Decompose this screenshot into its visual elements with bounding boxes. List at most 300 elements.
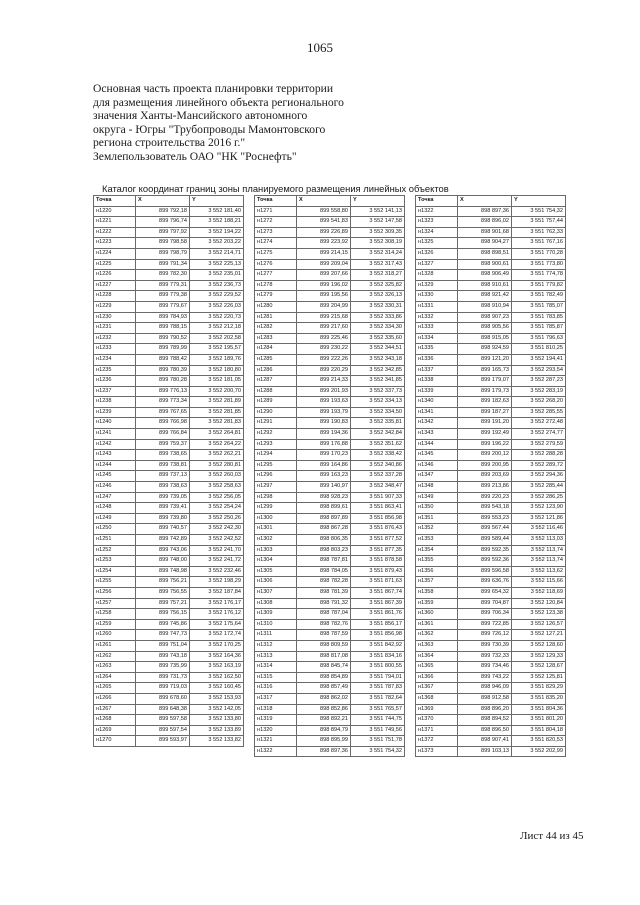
x-coordinate: 899 748,00 <box>136 556 190 567</box>
table-row <box>94 217 244 228</box>
table-row <box>255 587 405 598</box>
table-row <box>416 439 566 450</box>
table-row <box>416 280 566 291</box>
y-coordinate: 3 552 113,62 <box>512 566 566 577</box>
x-coordinate: 899 740,57 <box>136 524 190 535</box>
x-coordinate: 899 636,76 <box>458 577 512 588</box>
y-coordinate: 3 552 250,26 <box>190 513 244 524</box>
y-coordinate: 3 551 782,64 <box>351 693 405 704</box>
x-coordinate: 899 165,73 <box>458 365 512 376</box>
point-id: н1324 <box>416 227 458 238</box>
column-header-x: X <box>297 196 351 207</box>
catalog-caption: Каталог координат границ зоны планируемого размещения линейных объектов <box>102 183 449 194</box>
x-coordinate: 899 789,99 <box>136 344 190 355</box>
x-coordinate: 898 899,61 <box>297 503 351 514</box>
table-row <box>255 365 405 376</box>
point-id: н1348 <box>416 482 458 493</box>
y-coordinate: 3 552 176,12 <box>190 609 244 620</box>
x-coordinate: 899 743,06 <box>136 545 190 556</box>
point-id: н1306 <box>255 577 297 588</box>
y-coordinate: 3 551 762,33 <box>512 227 566 238</box>
point-id: н1328 <box>416 270 458 281</box>
y-coordinate: 3 551 877,52 <box>351 535 405 546</box>
table-row <box>255 535 405 546</box>
point-id: н1287 <box>255 376 297 387</box>
y-coordinate: 3 552 116,46 <box>512 524 566 535</box>
x-coordinate: 899 739,41 <box>136 503 190 514</box>
point-id: н1252 <box>94 545 136 556</box>
column-header-point: Точка <box>94 196 136 207</box>
y-coordinate: 3 551 804,36 <box>512 704 566 715</box>
table-row <box>416 503 566 514</box>
x-coordinate: 899 779,31 <box>136 280 190 291</box>
y-coordinate: 3 552 337,73 <box>351 386 405 397</box>
point-id: н1273 <box>255 227 297 238</box>
x-coordinate: 899 179,07 <box>458 376 512 387</box>
x-coordinate: 899 170,23 <box>297 450 351 461</box>
x-coordinate: 899 798,58 <box>136 238 190 249</box>
point-id: н1335 <box>416 344 458 355</box>
point-id: н1297 <box>255 482 297 493</box>
point-id: н1257 <box>94 598 136 609</box>
x-coordinate: 899 779,67 <box>136 301 190 312</box>
x-coordinate: 899 743,18 <box>136 651 190 662</box>
table-row <box>416 492 566 503</box>
y-coordinate: 3 552 342,84 <box>351 429 405 440</box>
y-coordinate: 3 552 338,42 <box>351 450 405 461</box>
table-row <box>255 227 405 238</box>
y-coordinate: 3 552 194,41 <box>512 354 566 365</box>
y-coordinate: 3 552 133,82 <box>190 736 244 747</box>
column-header-y: Y <box>512 196 566 207</box>
x-coordinate: 898 896,50 <box>458 725 512 736</box>
table-row <box>255 715 405 726</box>
x-coordinate: 899 593,97 <box>136 736 190 747</box>
y-coordinate: 3 552 264,22 <box>190 439 244 450</box>
table-row <box>94 354 244 365</box>
x-coordinate: 899 187,27 <box>458 407 512 418</box>
y-coordinate: 3 552 121,86 <box>512 513 566 524</box>
y-coordinate: 3 552 308,19 <box>351 238 405 249</box>
y-coordinate: 3 552 256,05 <box>190 492 244 503</box>
x-coordinate: 899 731,73 <box>136 672 190 683</box>
y-coordinate: 3 552 260,03 <box>190 471 244 482</box>
y-coordinate: 3 552 181,40 <box>190 206 244 217</box>
table-row <box>94 376 244 387</box>
y-coordinate: 3 552 187,84 <box>190 587 244 598</box>
point-id: н1337 <box>416 365 458 376</box>
x-coordinate: 898 907,41 <box>458 736 512 747</box>
x-coordinate: 899 140,97 <box>297 482 351 493</box>
y-coordinate: 3 552 281,89 <box>190 397 244 408</box>
y-coordinate: 3 552 254,24 <box>190 503 244 514</box>
table-row <box>94 587 244 598</box>
point-id: н1367 <box>416 683 458 694</box>
x-coordinate: 899 751,04 <box>136 640 190 651</box>
x-coordinate: 899 204,99 <box>297 301 351 312</box>
y-coordinate: 3 552 118,69 <box>512 587 566 598</box>
x-coordinate: 898 924,59 <box>458 344 512 355</box>
y-coordinate: 3 551 867,74 <box>351 587 405 598</box>
y-coordinate: 3 552 262,21 <box>190 450 244 461</box>
y-coordinate: 3 552 334,50 <box>351 407 405 418</box>
point-id: н1310 <box>255 619 297 630</box>
y-coordinate: 3 552 125,81 <box>512 672 566 683</box>
x-coordinate: 898 894,79 <box>297 725 351 736</box>
point-id: н1293 <box>255 439 297 450</box>
point-id: н1244 <box>94 460 136 471</box>
table-row <box>94 725 244 736</box>
y-coordinate: 3 551 871,63 <box>351 577 405 588</box>
y-coordinate: 3 551 765,57 <box>351 704 405 715</box>
table-row <box>94 270 244 281</box>
x-coordinate: 899 747,73 <box>136 630 190 641</box>
x-coordinate: 898 907,23 <box>458 312 512 323</box>
point-id: н1313 <box>255 651 297 662</box>
point-id: н1317 <box>255 693 297 704</box>
y-coordinate: 3 551 879,43 <box>351 566 405 577</box>
x-coordinate: 899 223,92 <box>297 238 351 249</box>
table-row <box>416 227 566 238</box>
point-id: н1350 <box>416 503 458 514</box>
y-coordinate: 3 552 325,82 <box>351 280 405 291</box>
x-coordinate: 899 773,34 <box>136 397 190 408</box>
y-coordinate: 3 551 801,20 <box>512 715 566 726</box>
x-coordinate: 899 766,84 <box>136 429 190 440</box>
x-coordinate: 898 912,58 <box>458 693 512 704</box>
x-coordinate: 898 904,27 <box>458 238 512 249</box>
point-id: н1285 <box>255 354 297 365</box>
table-row <box>416 365 566 376</box>
table-row <box>416 609 566 620</box>
y-coordinate: 3 552 220,73 <box>190 312 244 323</box>
table-row <box>255 566 405 577</box>
y-coordinate: 3 551 767,16 <box>512 238 566 249</box>
y-coordinate: 3 552 318,27 <box>351 270 405 281</box>
x-coordinate: 899 592,36 <box>458 556 512 567</box>
x-coordinate: 898 791,32 <box>297 598 351 609</box>
x-coordinate: 899 732,33 <box>458 651 512 662</box>
y-coordinate: 3 552 141,13 <box>351 206 405 217</box>
table-row <box>255 545 405 556</box>
table-row <box>94 651 244 662</box>
x-coordinate: 899 722,85 <box>458 619 512 630</box>
x-coordinate: 899 759,37 <box>136 439 190 450</box>
y-coordinate: 3 552 242,30 <box>190 524 244 535</box>
point-id: н1280 <box>255 301 297 312</box>
y-coordinate: 3 552 195,57 <box>190 344 244 355</box>
x-coordinate: 899 756,15 <box>136 609 190 620</box>
table-row <box>94 344 244 355</box>
point-id: н1356 <box>416 566 458 577</box>
y-coordinate: 3 552 340,86 <box>351 460 405 471</box>
y-coordinate: 3 552 326,13 <box>351 291 405 302</box>
x-coordinate: 899 190,83 <box>297 418 351 429</box>
table-row <box>94 556 244 567</box>
point-id: н1311 <box>255 630 297 641</box>
point-id: н1321 <box>255 736 297 747</box>
point-id: н1225 <box>94 259 136 270</box>
y-coordinate: 3 552 294,36 <box>512 471 566 482</box>
table-row <box>255 598 405 609</box>
point-id: н1232 <box>94 333 136 344</box>
x-coordinate: 899 678,60 <box>136 693 190 704</box>
table-row <box>255 460 405 471</box>
point-id: н1357 <box>416 577 458 588</box>
table-row <box>416 312 566 323</box>
x-coordinate: 899 798,79 <box>136 248 190 259</box>
y-coordinate: 3 551 785,07 <box>512 301 566 312</box>
table-row <box>94 598 244 609</box>
table-row <box>94 460 244 471</box>
point-id: н1307 <box>255 587 297 598</box>
point-id: н1267 <box>94 704 136 715</box>
column-header-x: X <box>458 196 512 207</box>
table-row <box>255 471 405 482</box>
table-row <box>255 672 405 683</box>
y-coordinate: 3 552 268,20 <box>512 397 566 408</box>
point-id: н1336 <box>416 354 458 365</box>
x-coordinate: 898 894,52 <box>458 715 512 726</box>
y-coordinate: 3 552 330,31 <box>351 301 405 312</box>
x-coordinate: 898 781,39 <box>297 587 351 598</box>
table-row <box>416 206 566 217</box>
point-id: н1308 <box>255 598 297 609</box>
y-coordinate: 3 552 176,17 <box>190 598 244 609</box>
table-row <box>94 566 244 577</box>
y-coordinate: 3 551 749,56 <box>351 725 405 736</box>
table-row <box>416 736 566 747</box>
table-row <box>94 482 244 493</box>
point-id: н1305 <box>255 566 297 577</box>
point-id: н1323 <box>416 217 458 228</box>
x-coordinate: 899 780,28 <box>136 376 190 387</box>
table-row <box>416 429 566 440</box>
table-row <box>255 312 405 323</box>
table-row <box>94 693 244 704</box>
table-row <box>255 746 405 757</box>
x-coordinate: 899 163,23 <box>297 471 351 482</box>
x-coordinate: 899 757,21 <box>136 598 190 609</box>
point-id: н1304 <box>255 556 297 567</box>
y-coordinate: 3 551 856,17 <box>351 619 405 630</box>
table-row <box>94 640 244 651</box>
y-coordinate: 3 552 162,50 <box>190 672 244 683</box>
x-coordinate: 899 788,15 <box>136 323 190 334</box>
x-coordinate: 899 225,46 <box>297 333 351 344</box>
table-row <box>416 450 566 461</box>
y-coordinate: 3 552 170,25 <box>190 640 244 651</box>
table-row <box>255 503 405 514</box>
table-row <box>255 217 405 228</box>
x-coordinate: 899 738,81 <box>136 460 190 471</box>
table-row <box>255 693 405 704</box>
table-row <box>416 725 566 736</box>
point-id: н1281 <box>255 312 297 323</box>
table-row <box>94 259 244 270</box>
x-coordinate: 899 796,74 <box>136 217 190 228</box>
point-id: н1330 <box>416 291 458 302</box>
y-coordinate: 3 552 309,35 <box>351 227 405 238</box>
table-row <box>94 704 244 715</box>
y-coordinate: 3 551 796,63 <box>512 333 566 344</box>
point-id: н1315 <box>255 672 297 683</box>
point-id: н1240 <box>94 418 136 429</box>
y-coordinate: 3 552 235,01 <box>190 270 244 281</box>
point-id: н1227 <box>94 280 136 291</box>
y-coordinate: 3 552 128,67 <box>512 662 566 673</box>
table-row <box>416 683 566 694</box>
x-coordinate: 899 735,99 <box>136 662 190 673</box>
coordinate-table-1 <box>93 195 244 747</box>
y-coordinate: 3 552 289,72 <box>512 460 566 471</box>
y-coordinate: 3 552 285,55 <box>512 407 566 418</box>
y-coordinate: 3 552 202,99 <box>512 746 566 757</box>
table-row <box>416 535 566 546</box>
point-id: н1231 <box>94 323 136 334</box>
table-row <box>416 640 566 651</box>
y-coordinate: 3 552 133,89 <box>190 725 244 736</box>
y-coordinate: 3 551 907,33 <box>351 492 405 503</box>
point-id: н1340 <box>416 397 458 408</box>
table-row <box>416 471 566 482</box>
point-id: н1284 <box>255 344 297 355</box>
y-coordinate: 3 551 829,29 <box>512 683 566 694</box>
table-row <box>416 291 566 302</box>
header-line: значения Ханты-Мансийского автономного <box>93 109 308 123</box>
point-id: н1294 <box>255 450 297 461</box>
table-row <box>416 248 566 259</box>
x-coordinate: 899 200,12 <box>458 450 512 461</box>
point-id: н1352 <box>416 524 458 535</box>
point-id: н1361 <box>416 619 458 630</box>
table-row <box>94 535 244 546</box>
y-coordinate: 3 552 142,05 <box>190 704 244 715</box>
y-coordinate: 3 551 835,20 <box>512 693 566 704</box>
point-id: н1320 <box>255 725 297 736</box>
table-row <box>416 418 566 429</box>
table-row <box>94 418 244 429</box>
y-coordinate: 3 552 264,81 <box>190 429 244 440</box>
table-row <box>94 323 244 334</box>
x-coordinate: 899 738,63 <box>136 482 190 493</box>
x-coordinate: 899 193,79 <box>297 407 351 418</box>
table-row <box>94 386 244 397</box>
table-row <box>94 683 244 694</box>
point-id: н1295 <box>255 460 297 471</box>
point-id: н1272 <box>255 217 297 228</box>
y-coordinate: 3 552 115,66 <box>512 577 566 588</box>
x-coordinate: 899 553,23 <box>458 513 512 524</box>
x-coordinate: 899 739,80 <box>136 513 190 524</box>
y-coordinate: 3 552 180,80 <box>190 365 244 376</box>
y-coordinate: 3 552 337,28 <box>351 471 405 482</box>
x-coordinate: 899 592,35 <box>458 545 512 556</box>
table-row <box>255 354 405 365</box>
y-coordinate: 3 551 774,78 <box>512 270 566 281</box>
y-coordinate: 3 552 334,30 <box>351 323 405 334</box>
point-id: н1354 <box>416 545 458 556</box>
point-id: н1339 <box>416 386 458 397</box>
table-row <box>255 238 405 249</box>
y-coordinate: 3 552 351,62 <box>351 439 405 450</box>
table-row <box>94 301 244 312</box>
x-coordinate: 898 782,76 <box>297 619 351 630</box>
x-coordinate: 898 896,02 <box>458 217 512 228</box>
y-coordinate: 3 552 175,64 <box>190 619 244 630</box>
table-row <box>255 248 405 259</box>
point-id: н1325 <box>416 238 458 249</box>
point-id: н1373 <box>416 746 458 757</box>
x-coordinate: 899 209,04 <box>297 259 351 270</box>
x-coordinate: 899 207,66 <box>297 270 351 281</box>
point-id: н1363 <box>416 640 458 651</box>
table-row <box>255 577 405 588</box>
x-coordinate: 899 194,36 <box>297 429 351 440</box>
table-row <box>416 354 566 365</box>
point-id: н1242 <box>94 439 136 450</box>
y-coordinate: 3 551 751,78 <box>351 736 405 747</box>
x-coordinate: 898 784,05 <box>297 566 351 577</box>
x-coordinate: 899 164,86 <box>297 460 351 471</box>
point-id: н1359 <box>416 598 458 609</box>
table-row <box>255 651 405 662</box>
point-id: н1253 <box>94 556 136 567</box>
point-id: н1268 <box>94 715 136 726</box>
point-id: н1300 <box>255 513 297 524</box>
x-coordinate: 898 910,94 <box>458 301 512 312</box>
table-row <box>255 407 405 418</box>
x-coordinate: 898 915,05 <box>458 333 512 344</box>
y-coordinate: 3 552 341,85 <box>351 376 405 387</box>
point-id: н1235 <box>94 365 136 376</box>
x-coordinate: 899 730,39 <box>458 640 512 651</box>
x-coordinate: 899 654,32 <box>458 587 512 598</box>
point-id: н1331 <box>416 301 458 312</box>
y-coordinate: 3 552 317,43 <box>351 259 405 270</box>
y-coordinate: 3 551 800,55 <box>351 662 405 673</box>
x-coordinate: 899 739,05 <box>136 492 190 503</box>
point-id: н1250 <box>94 524 136 535</box>
x-coordinate: 898 905,56 <box>458 323 512 334</box>
page-number: 1065 <box>307 40 333 55</box>
y-coordinate: 3 552 214,71 <box>190 248 244 259</box>
x-coordinate: 898 782,28 <box>297 577 351 588</box>
x-coordinate: 899 192,49 <box>458 429 512 440</box>
point-id: н1222 <box>94 227 136 238</box>
table-row <box>94 248 244 259</box>
x-coordinate: 899 103,13 <box>458 746 512 757</box>
table-row <box>416 619 566 630</box>
point-id: н1269 <box>94 725 136 736</box>
y-coordinate: 3 552 335,81 <box>351 418 405 429</box>
point-id: н1275 <box>255 248 297 259</box>
y-coordinate: 3 552 123,90 <box>512 503 566 514</box>
point-id: н1326 <box>416 248 458 259</box>
point-id: н1255 <box>94 577 136 588</box>
y-coordinate: 3 552 285,44 <box>512 482 566 493</box>
table-row <box>416 259 566 270</box>
y-coordinate: 3 552 198,29 <box>190 577 244 588</box>
point-id: н1344 <box>416 439 458 450</box>
point-id: н1271 <box>255 206 297 217</box>
y-coordinate: 3 552 133,80 <box>190 715 244 726</box>
point-id: н1360 <box>416 609 458 620</box>
point-id: н1341 <box>416 407 458 418</box>
point-id: н1254 <box>94 566 136 577</box>
y-coordinate: 3 552 113,74 <box>512 545 566 556</box>
table-row <box>255 333 405 344</box>
